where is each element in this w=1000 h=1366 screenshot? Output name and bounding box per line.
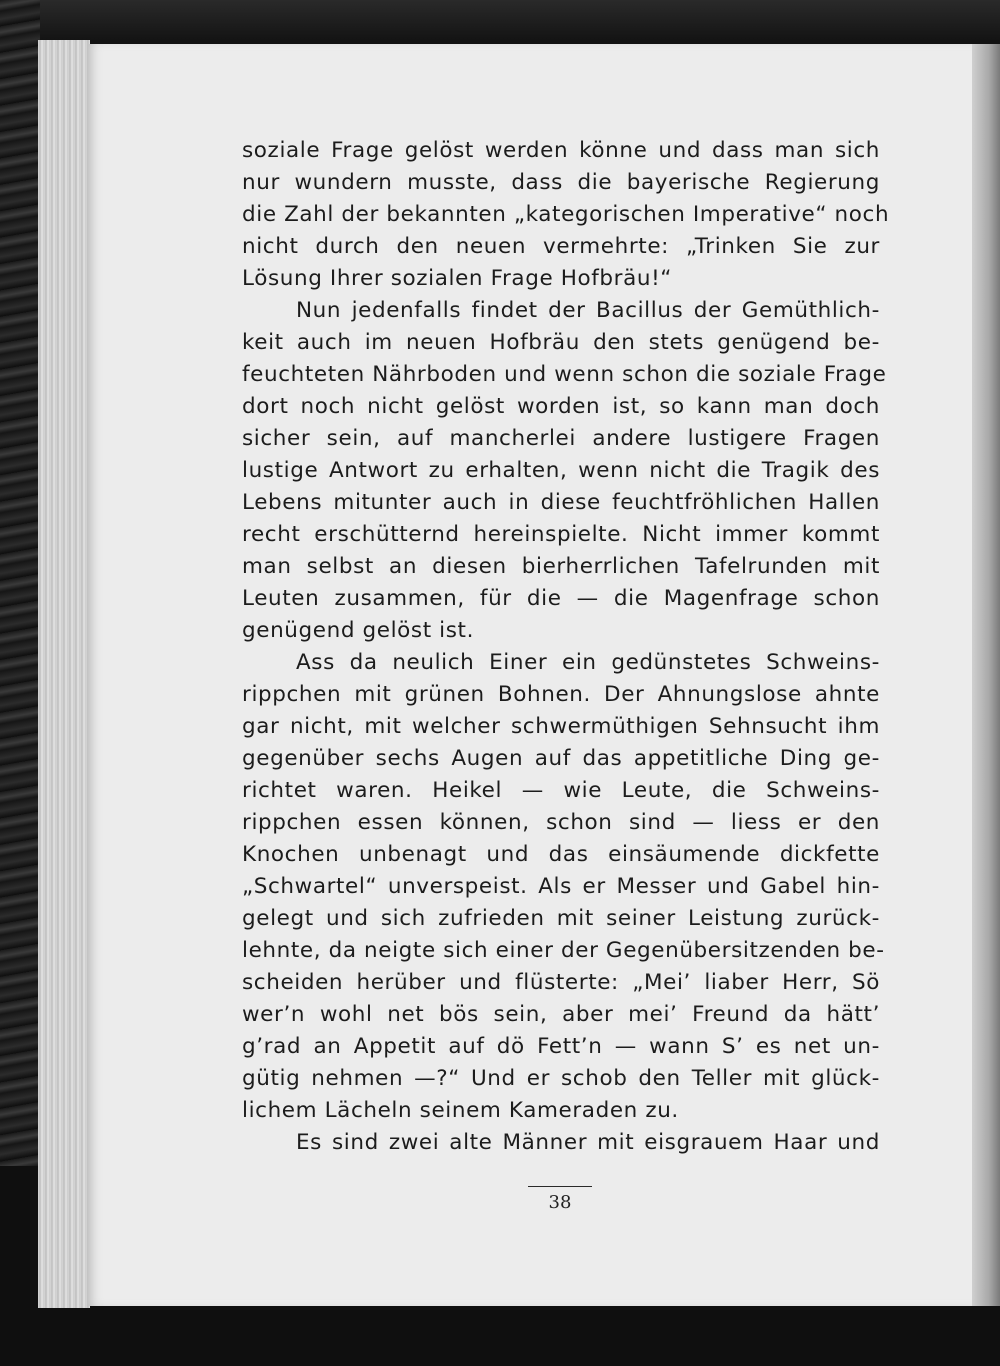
text-line: feuchteten Nährboden und wenn schon die soziale Frage [242, 362, 887, 387]
text-line: sicher sein, auf mancherlei andere lustigere Fragen [242, 426, 880, 451]
book-cover-top-edge [0, 0, 1000, 40]
text-line: soziale Frage gelöst werden könne und dass man sich [242, 138, 880, 163]
text-line: rippchen essen können, schon sind — liess er den [242, 810, 880, 835]
text-line: gegenüber sechs Augen auf das appetitliche Ding ge- [242, 746, 880, 771]
page-stack-edges [38, 40, 90, 1308]
text-line: gar nicht, mit welcher schwermüthigen Sehnsucht ihm [242, 714, 880, 739]
text-line: gelegt und sich zufrieden mit seiner Leistung zurück- [242, 906, 880, 931]
text-line: Lebens mitunter auch in diese feuchtfröhlichen Hallen [242, 490, 880, 515]
text-line: Knochen unbenagt und das einsäumende dickfette [242, 842, 880, 867]
paragraph-start-line: Ass da neulich Einer ein gedünstetes Schweins- [296, 650, 880, 675]
text-line: die Zahl der bekannten „kategorischen Imperative“ noch [242, 202, 890, 227]
text-line: genügend gelöst ist. [242, 618, 475, 643]
text-line: lichem Lächeln seinem Kameraden zu. [242, 1098, 679, 1123]
text-line: „Schwartel“ unverspeist. Als er Messer und Gabel hin- [242, 874, 880, 899]
text-line: recht erschütternd hereinspielte. Nicht immer kommt [242, 522, 880, 547]
text-line: rippchen mit grünen Bohnen. Der Ahnungslose ahnte [242, 682, 880, 707]
body-text [242, 135, 890, 1159]
paragraph-start-line: Es sind zwei alte Männer mit eisgrauem Haar und [296, 1130, 880, 1155]
text-line: keit auch im neuen Hofbräu den stets genügend be- [242, 330, 880, 355]
text-line: richtet waren. Heikel — wie Leute, die Schweins- [242, 778, 880, 803]
book-cover-marbled-edge [0, 0, 40, 1366]
text-line: Lösung Ihrer sozialen Frage Hofbräu!“ [242, 266, 673, 291]
text-line: wer’n wohl net bös sein, aber mei’ Freund da hätt’ [242, 1002, 880, 1027]
text-line: nur wundern musste, dass die bayerische Regierung [242, 170, 880, 195]
text-line: gütig nehmen —?“ Und er schob den Teller mit glück- [242, 1066, 880, 1091]
text-line: dort noch nicht gelöst worden ist, so kann man doch [242, 394, 880, 419]
page-number: 38 [548, 1192, 572, 1213]
text-line: lustige Antwort zu erhalten, wenn nicht die Tragik des [242, 458, 880, 483]
page-number-rule [528, 1186, 592, 1187]
text-line: lehnte, da neigte sich einer der Gegenübersitzenden be- [242, 938, 885, 963]
paragraph-start-line: Nun jedenfalls findet der Bacillus der Gemüthlich- [296, 298, 880, 323]
text-line: man selbst an diesen bierherrlichen Tafelrunden mit [242, 554, 880, 579]
text-line: scheiden herüber und flüsterte: „Mei’ liaber Herr, Sö [242, 970, 880, 995]
text-line: nicht durch den neuen vermehrte: „Trinken Sie zur [242, 234, 880, 259]
text-line: Leuten zusammen, für die — die Magenfrage schon [242, 586, 880, 611]
page-right-edge [972, 44, 1000, 1306]
text-line: g’rad an Appetit auf dö Fett’n — wann S’ es net un- [242, 1034, 880, 1059]
